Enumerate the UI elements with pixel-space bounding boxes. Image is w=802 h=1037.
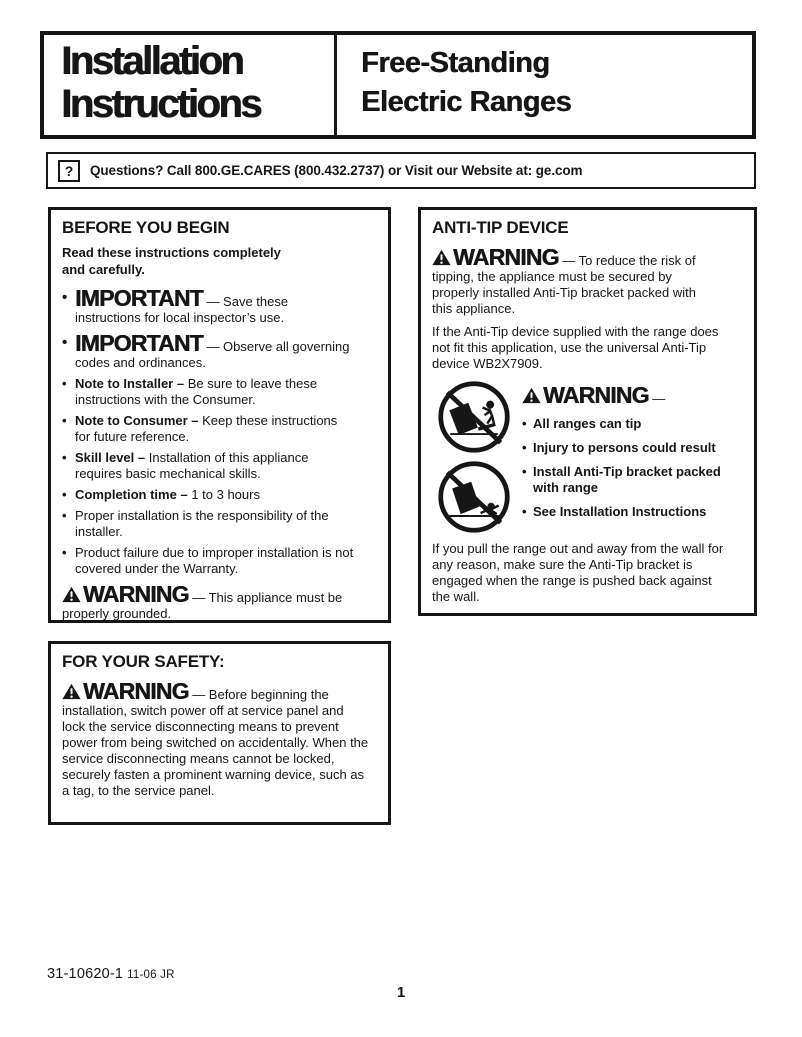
page-number: 1	[396, 984, 406, 1001]
anti-tip-device-section	[418, 207, 757, 616]
tip-hazard-icons	[432, 379, 516, 535]
bracket-engaged-note: If you pull the range out and away from the wall for any reason, make sure the Anti-Tip bracket is engaged when the range is pushed back against the wall.	[432, 541, 724, 604]
list-item-lead: Completion time –	[75, 487, 188, 502]
list-item-text: Installation of this appliance requires basic mechanical skills.	[75, 450, 309, 481]
warning-triangle-icon	[62, 586, 81, 603]
important-label: IMPORTANT	[75, 285, 203, 311]
tip-hazard-content	[522, 379, 743, 535]
warning-triangle-icon	[432, 249, 451, 266]
list-item-text: Product failure due to improper installation is not covered under the Warranty.	[75, 545, 354, 576]
power-off-warning	[62, 679, 370, 799]
warning-label: WARNING	[83, 678, 189, 704]
header-product-cell	[337, 35, 752, 135]
grounding-warning	[62, 582, 345, 622]
section-title: FOR YOUR SAFETY:	[62, 652, 225, 671]
list-item-text: — Save these instructions for local inspector’s use.	[75, 294, 289, 325]
list-item: • See Installation Instructions	[522, 504, 743, 520]
list-item-lead: Skill level –	[75, 450, 146, 465]
list-item-text: Be sure to leave these instructions with the Consumer.	[75, 376, 318, 407]
questions-contact-text: Questions? Call 800.GE.CARES (800.432.2737) or Visit our Website at: ge.com	[90, 163, 583, 178]
tip-warning-heading	[522, 383, 743, 407]
list-item	[62, 413, 354, 445]
list-item-text: Keep these instructions for future reference.	[75, 413, 338, 444]
warning-label: WARNING	[83, 581, 189, 607]
product-name-line1: Free-Standing	[361, 47, 550, 79]
range-tipped-onto-person-no-symbol-icon	[435, 459, 513, 535]
range-tipping-with-child-no-symbol-icon	[435, 379, 513, 455]
list-item	[62, 331, 354, 371]
warning-label: WARNING	[453, 244, 559, 270]
for-your-safety-section	[48, 641, 391, 825]
doc-number-text: 31-10620-1	[47, 966, 124, 982]
before-you-begin-section	[48, 207, 391, 623]
list-item: • All ranges can tip	[522, 416, 743, 432]
important-label: IMPORTANT	[75, 330, 203, 356]
tip-hazard-row	[432, 379, 743, 535]
list-item: • Injury to persons could result	[522, 440, 743, 456]
document-header	[40, 31, 756, 139]
list-item-text: Proper installation is the responsibility of the installer.	[75, 508, 329, 539]
warning-label: WARNING	[543, 382, 649, 408]
section-title: ANTI-TIP DEVICE	[432, 218, 569, 237]
tip-warning-list	[522, 416, 743, 520]
doc-revision-text: 11-06 JR	[127, 969, 175, 981]
before-you-begin-list	[62, 286, 377, 577]
warning-text: — Before beginning the installation, switch power off at service panel and lock the service disconnecting means to prevent power from being switched on accidentally. When the service disconnecting means cannot be locked, securely fasten a prominent warning device, such as a tag, to the service panel.	[62, 687, 369, 798]
list-item-text: 1 to 3 hours	[191, 487, 260, 502]
question-mark-icon: ?	[58, 160, 80, 182]
list-item-lead: Note to Installer –	[75, 376, 185, 391]
list-item-text: — Observe all governing codes and ordinances.	[75, 339, 350, 370]
intro-text: Read these instructions completely and carefully.	[62, 245, 281, 277]
header-title-cell	[44, 35, 337, 135]
list-item	[62, 545, 354, 577]
section-title: BEFORE YOU BEGIN	[62, 218, 230, 237]
doc-title-line2: Instructions	[61, 82, 260, 126]
list-item-lead: Note to Consumer –	[75, 413, 199, 428]
warning-triangle-icon	[522, 387, 541, 404]
warning-text: — To reduce the risk of tipping, the appliance must be secured by properly installed Anti-Tip bracket packed with this appliance.	[432, 253, 696, 316]
document-number	[47, 966, 175, 982]
list-item	[62, 487, 354, 503]
list-item	[62, 508, 354, 540]
questions-contact-bar	[46, 152, 756, 189]
warning-triangle-icon	[62, 683, 81, 700]
product-name-line2: Electric Ranges	[361, 86, 572, 118]
warning-text: — This appliance must be properly grounded.	[62, 590, 343, 621]
universal-device-note: If the Anti-Tip device supplied with the range does not fit this application, use the universal Anti-Tip device WB2X7909.	[432, 324, 719, 371]
list-item	[62, 450, 354, 482]
list-item	[62, 376, 354, 408]
doc-title-line1: Installation	[61, 39, 243, 83]
anti-tip-warning	[432, 245, 715, 317]
list-item: • Install Anti-Tip bracket packed with range	[522, 464, 743, 496]
warning-dash: —	[652, 391, 666, 406]
list-item	[62, 286, 354, 326]
